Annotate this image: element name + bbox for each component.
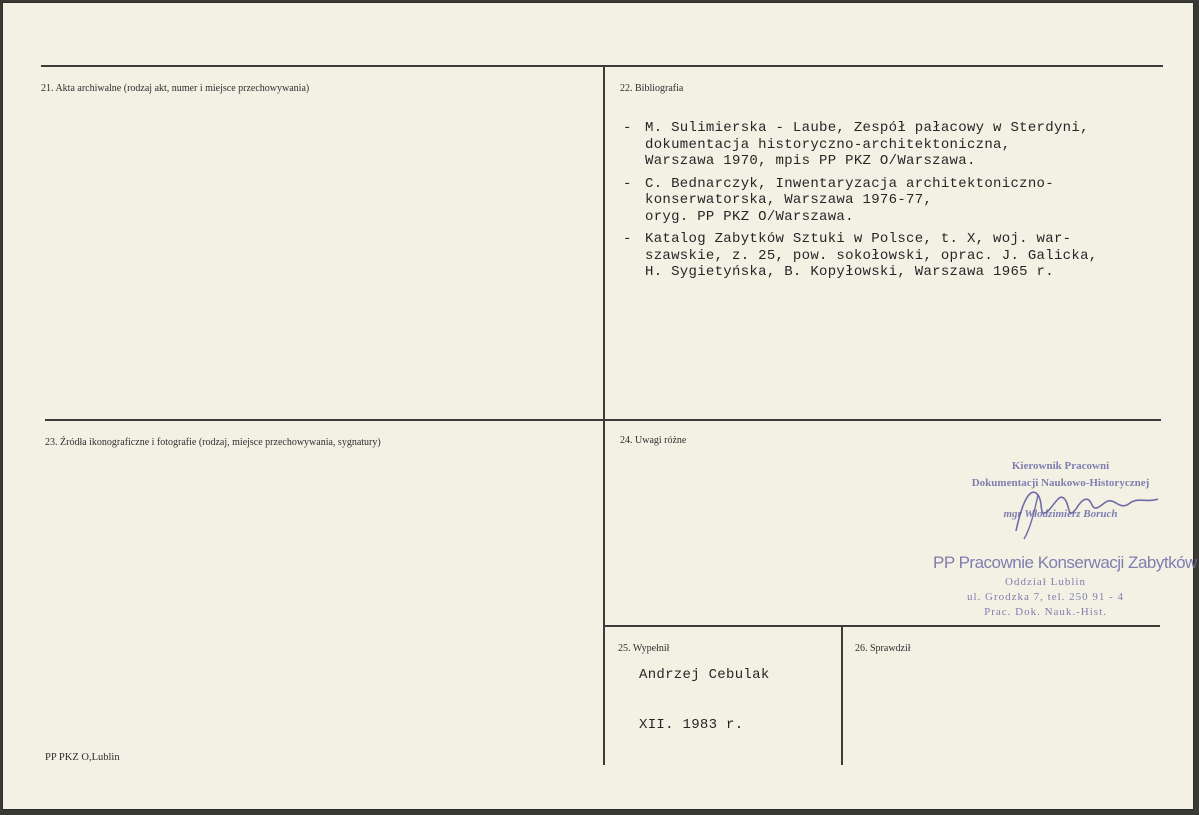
entry-dash: - bbox=[623, 120, 632, 136]
signature-box-rule bbox=[604, 625, 1160, 627]
entry-line: dokumentacja historyczno-architektoniczna, bbox=[645, 136, 1011, 153]
field-label-bibliografia: 22. Bibliografia bbox=[620, 83, 684, 94]
field-label-wypelnil: 25. Wypełnił bbox=[618, 643, 670, 654]
filled-by-date: XII. 1983 r. bbox=[639, 717, 744, 733]
pkz-stamp bbox=[933, 551, 1197, 620]
entry-line: C. Bednarczyk, Inwentaryzacja architektoniczno- bbox=[645, 175, 1054, 192]
center-divider bbox=[603, 65, 605, 765]
bibliography-entry bbox=[623, 231, 1097, 281]
footer-organization: PP PKZ O,Lublin bbox=[45, 752, 120, 763]
stamp-line: mgr Włodzimierz Boruch bbox=[1003, 508, 1118, 520]
entry-line: konserwatorska, Warszawa 1976-77, bbox=[645, 192, 933, 208]
signature-box-divider bbox=[841, 625, 843, 765]
record-card bbox=[2, 2, 1197, 810]
field-label-akta: 21. Akta archiwalne (rodzaj akt, numer i miejsce przechowywania) bbox=[41, 83, 310, 94]
stamp-line: Prac. Dok. Nauk.-Hist. bbox=[984, 606, 1107, 618]
entry-line: Katalog Zabytków Sztuki w Polsce, t. X, woj. war- bbox=[645, 231, 1072, 247]
entry-line: H. Sygietyńska, B. Kopyłowski, Warszawa 1965 r. bbox=[645, 264, 1054, 280]
entry-dash: - bbox=[623, 175, 632, 192]
entry-dash: - bbox=[623, 231, 632, 247]
signature-scribble bbox=[1008, 473, 1168, 543]
filled-by-name: Andrzej Cebulak bbox=[639, 667, 770, 683]
stamp-line: Dokumentacji Naukowo-Historycznej bbox=[971, 477, 1150, 489]
entry-line: szawskie, z. 25, pow. sokołowski, oprac. J. Galicka, bbox=[645, 247, 1098, 264]
field-label-zrodla: 23. Źródła ikonograficzne i fotografie (rodzaj, miejsce przechowywania, sygnatury) bbox=[45, 437, 381, 448]
stamp-line: Oddział Lublin bbox=[1005, 576, 1086, 588]
bibliography-list bbox=[623, 120, 1097, 287]
stamp-line: Kierownik Pracowni bbox=[1011, 460, 1110, 472]
entry-line: M. Sulimierska - Laube, Zespół pałacowy w Sterdyni, bbox=[645, 120, 1089, 136]
stamp-heading: PP Pracownie Konserwacji Zabytków bbox=[933, 553, 1197, 572]
bibliography-entry bbox=[623, 176, 1097, 226]
bibliography-entry bbox=[623, 120, 1097, 170]
stamp-line: ul. Grodzka 7, tel. 250 91 - 4 bbox=[966, 591, 1125, 603]
entry-line: oryg. PP PKZ O/Warszawa. bbox=[645, 208, 854, 225]
field-label-sprawdzil: 26. Sprawdził bbox=[855, 643, 911, 654]
top-rule bbox=[41, 65, 1163, 67]
field-label-uwagi: 24. Uwagi różne bbox=[620, 435, 687, 446]
entry-line: Warszawa 1970, mpis PP PKZ O/Warszawa. bbox=[645, 153, 976, 169]
